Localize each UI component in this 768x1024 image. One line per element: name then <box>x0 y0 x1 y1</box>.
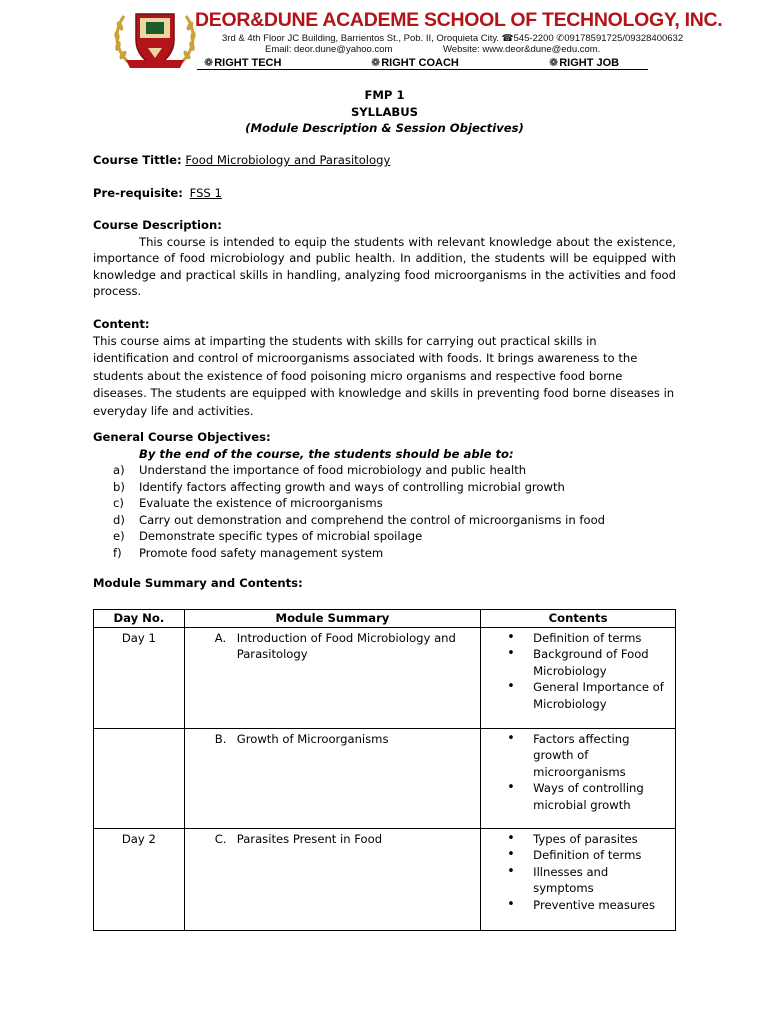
table-row <box>94 728 676 828</box>
doc-code: FMP 1 <box>364 88 405 102</box>
prerequisite-line <box>93 185 676 202</box>
summary-cell: A. Introduction of Food Microbiology and Parasitology <box>184 627 480 728</box>
table-row <box>94 828 676 930</box>
doc-type: SYLLABUS <box>350 104 419 119</box>
gear-icon: ❁ <box>204 57 214 69</box>
tagline-right-coach: ❁RIGHT COACH <box>371 57 459 69</box>
content-text: This course aims at imparting the students with skills for carrying out practical skills in identification and control of microorganisms associated with foods. It brings awareness to the students about the existence of food poisoning micro organisms and respective food borne diseases. The students are equipped with knowledge and skills in preventing food borne diseases in everyday life and activities. <box>93 333 675 418</box>
header-divider <box>197 69 648 70</box>
list-item: a) Understand the importance of food microbiology and public health <box>113 463 527 477</box>
title-block <box>93 87 676 137</box>
objectives-list <box>93 462 676 561</box>
school-address: 3rd & 4th Floor JC Building, Barrientos St., Pob. II, Oroquieta City. ☎545-2200 ✆09178591725/09328400632 <box>222 33 684 44</box>
day-cell <box>94 728 185 828</box>
module-summary-label: Module Summary and Contents: <box>93 576 303 590</box>
school-website: Website: www.deor&dune@edu.com. <box>443 44 601 55</box>
school-crest-logo <box>112 8 198 70</box>
general-objectives <box>93 429 676 561</box>
list-item: c) Evaluate the existence of microorganisms <box>113 496 383 510</box>
list-item: • Factors affecting growth of microorganisms <box>481 731 675 781</box>
list-item: • Illnesses and symptoms <box>481 864 675 897</box>
table-header-row <box>94 610 676 628</box>
summary-cell: B. Growth of Microorganisms <box>184 728 480 828</box>
list-item: • Background of Food Microbiology <box>481 646 675 679</box>
list-item: f) Promote food safety management system <box>113 545 384 560</box>
course-description <box>93 217 676 300</box>
table-row <box>94 627 676 728</box>
contents-cell <box>481 828 676 930</box>
prereq-label: Pre-requisite: <box>93 186 183 200</box>
list-item: b) Identify factors affecting growth and ways of controlling microbial growth <box>113 479 565 494</box>
course-content <box>93 316 676 420</box>
day-cell: Day 1 <box>94 627 185 728</box>
header-summary: Module Summary <box>184 610 480 628</box>
list-item: • Ways of controlling microbial growth <box>481 780 675 813</box>
tagline-right-job: ❁RIGHT JOB <box>549 57 620 69</box>
course-title-value: Food Microbiology and Parasitology <box>185 153 391 167</box>
prereq-value: FSS 1 <box>189 186 222 200</box>
list-item: • Definition of terms <box>481 630 675 647</box>
header-day: Day No. <box>94 610 185 628</box>
list-item: • Definition of terms <box>481 847 675 864</box>
list-item: • Preventive measures <box>481 897 675 914</box>
description-label: Course Description: <box>93 218 222 232</box>
module-table <box>93 609 676 931</box>
day-cell: Day 2 <box>94 828 185 930</box>
gear-icon: ❁ <box>549 57 559 69</box>
description-text: This course is intended to equip the students with relevant knowledge about the existence, importance of food microbiology and public health. In addition, the students will be equipped with knowledge and practical skills in handling, analyzing food microorganisms in the activities and food process. <box>93 234 676 298</box>
doc-subtitle: (Module Description & Session Objectives) <box>245 121 524 135</box>
objectives-label: General Course Objectives: <box>93 430 271 444</box>
summary-cell: C. Parasites Present in Food <box>184 828 480 930</box>
objectives-intro: By the end of the course, the students should be able to: <box>139 446 514 461</box>
school-email: Email: deor.dune@yahoo.com <box>265 44 393 55</box>
course-title-line <box>93 152 676 169</box>
tagline-right-tech: ❁RIGHT TECH <box>204 57 282 69</box>
school-name: DEOR&DUNE ACADEME SCHOOL OF TECHNOLOGY, INC. <box>195 9 723 31</box>
course-title-label: Course Tittle: <box>93 153 182 167</box>
contents-cell <box>481 728 676 828</box>
contents-cell <box>481 627 676 728</box>
content-label: Content: <box>93 317 150 331</box>
header-contents: Contents <box>481 610 676 628</box>
list-item: • General Importance of Microbiology <box>481 679 675 712</box>
list-item: d) Carry out demonstration and comprehend the control of microorganisms in food <box>113 512 606 527</box>
list-item: e) Demonstrate specific types of microbial spoilage <box>113 529 423 543</box>
letterhead <box>0 0 768 76</box>
gear-icon: ❁ <box>371 57 381 69</box>
list-item: • Types of parasites <box>481 831 675 848</box>
